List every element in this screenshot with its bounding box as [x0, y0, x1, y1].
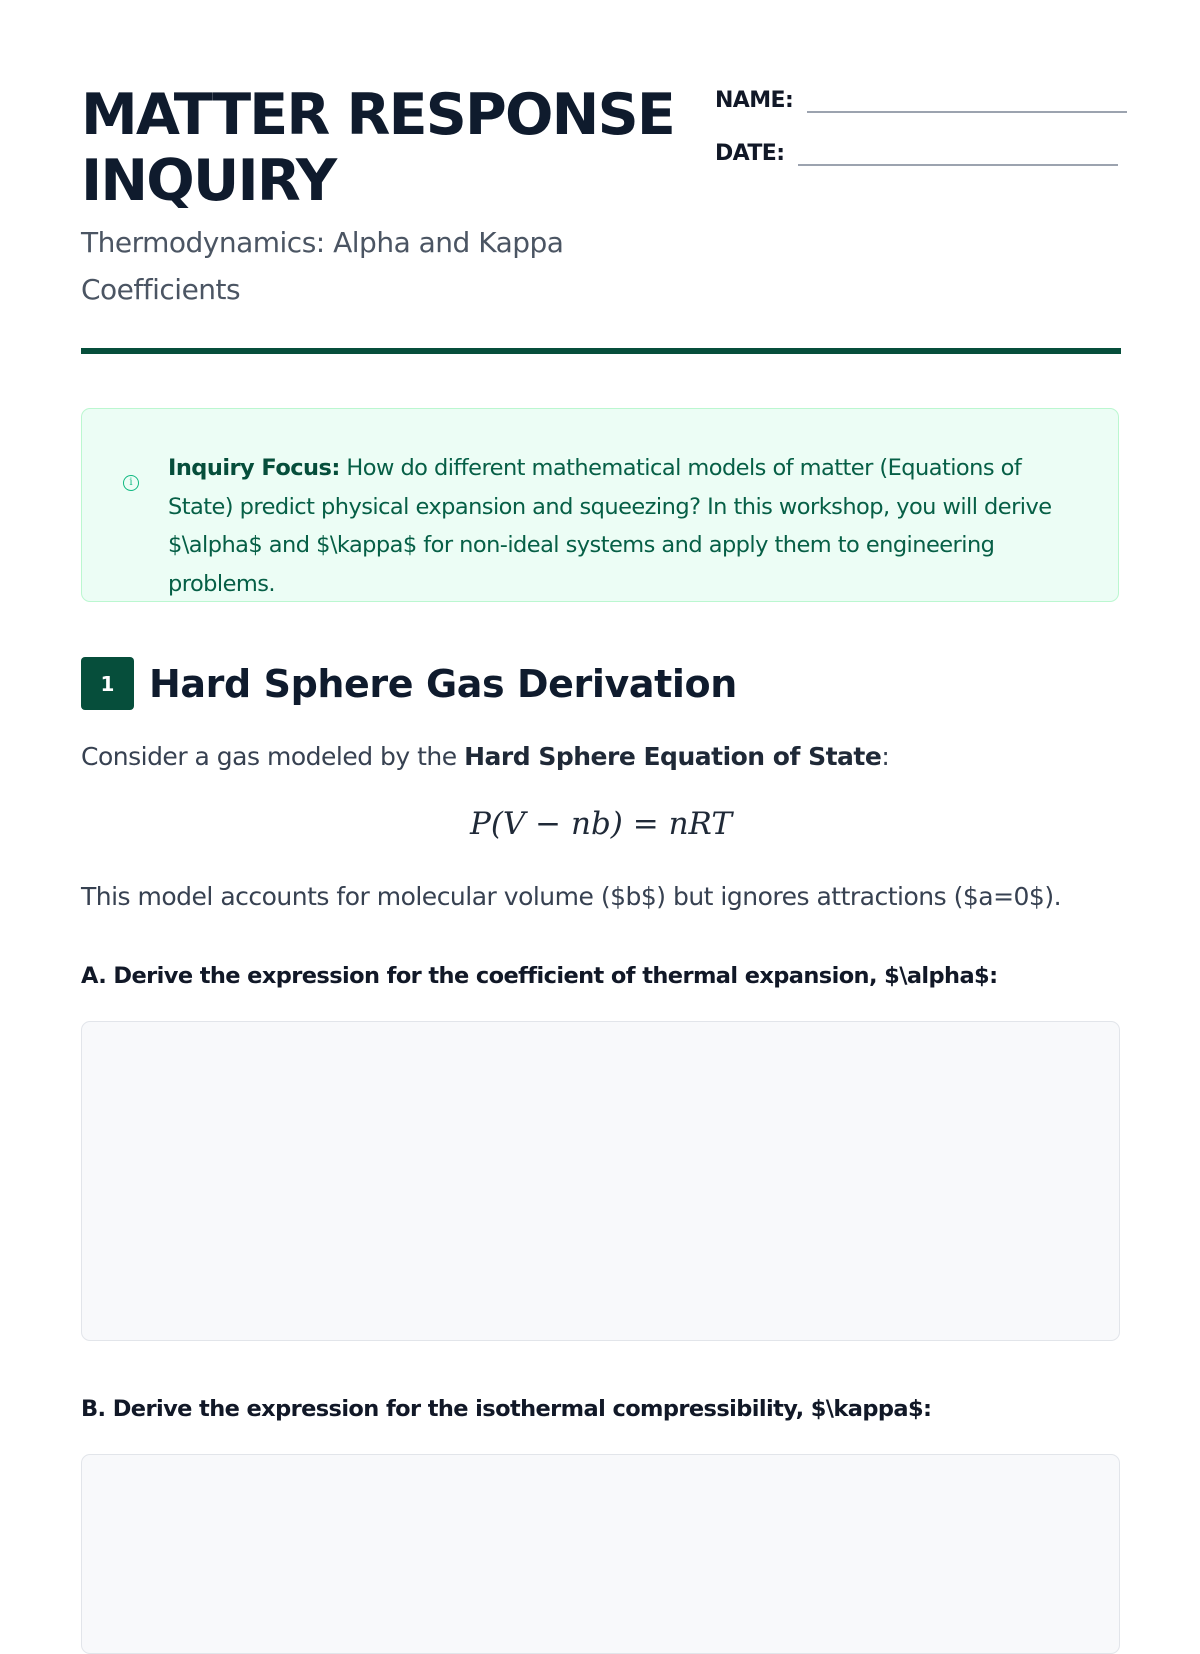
callout-label: Inquiry Focus:	[168, 455, 340, 481]
page-subtitle: Thermodynamics: Alpha and Kappa Coefficients	[81, 226, 564, 306]
intro-bold: Hard Sphere Equation of State	[464, 742, 882, 771]
section-title: Hard Sphere Gas Derivation	[149, 661, 737, 706]
date-field[interactable]	[715, 141, 1118, 167]
model-note: This model accounts for molecular volume ($b$) but ignores attractions ($a=0$).	[81, 882, 1062, 911]
answer-box-b[interactable]	[81, 1454, 1120, 1654]
date-line[interactable]	[798, 164, 1118, 166]
page-title: MATTER RESPONSE INQUIRY	[81, 82, 674, 214]
name-label: NAME:	[715, 88, 794, 113]
inquiry-focus-callout	[81, 408, 1119, 602]
question-b-label: B. Derive the expression for the isothermal compressibility, $\kappa$:	[81, 1396, 932, 1422]
header-divider	[81, 348, 1121, 354]
intro-prefix: Consider a gas modeled by the	[81, 742, 465, 771]
section-heading	[81, 657, 737, 710]
section-number-badge: 1	[81, 657, 134, 710]
equation: P(V − nb) = nRT	[469, 806, 733, 842]
callout-text	[168, 449, 1068, 603]
intro-suffix: :	[881, 742, 890, 771]
callout-body: How do different mathematical models of matter (Equations of State) predict physical expansion and squeezing? In this workshop, you will derive $\alpha$ and $\kappa$ for non-ideal systems and apply them to engineering problems.	[168, 455, 1052, 597]
name-line[interactable]	[807, 111, 1127, 113]
info-icon: i	[123, 475, 139, 491]
question-a-label: A. Derive the expression for the coefficient of thermal expansion, $\alpha$:	[81, 963, 998, 989]
date-label: DATE:	[715, 141, 785, 166]
name-field[interactable]	[715, 88, 1127, 114]
answer-box-a[interactable]	[81, 1021, 1120, 1341]
intro-paragraph	[81, 741, 889, 773]
